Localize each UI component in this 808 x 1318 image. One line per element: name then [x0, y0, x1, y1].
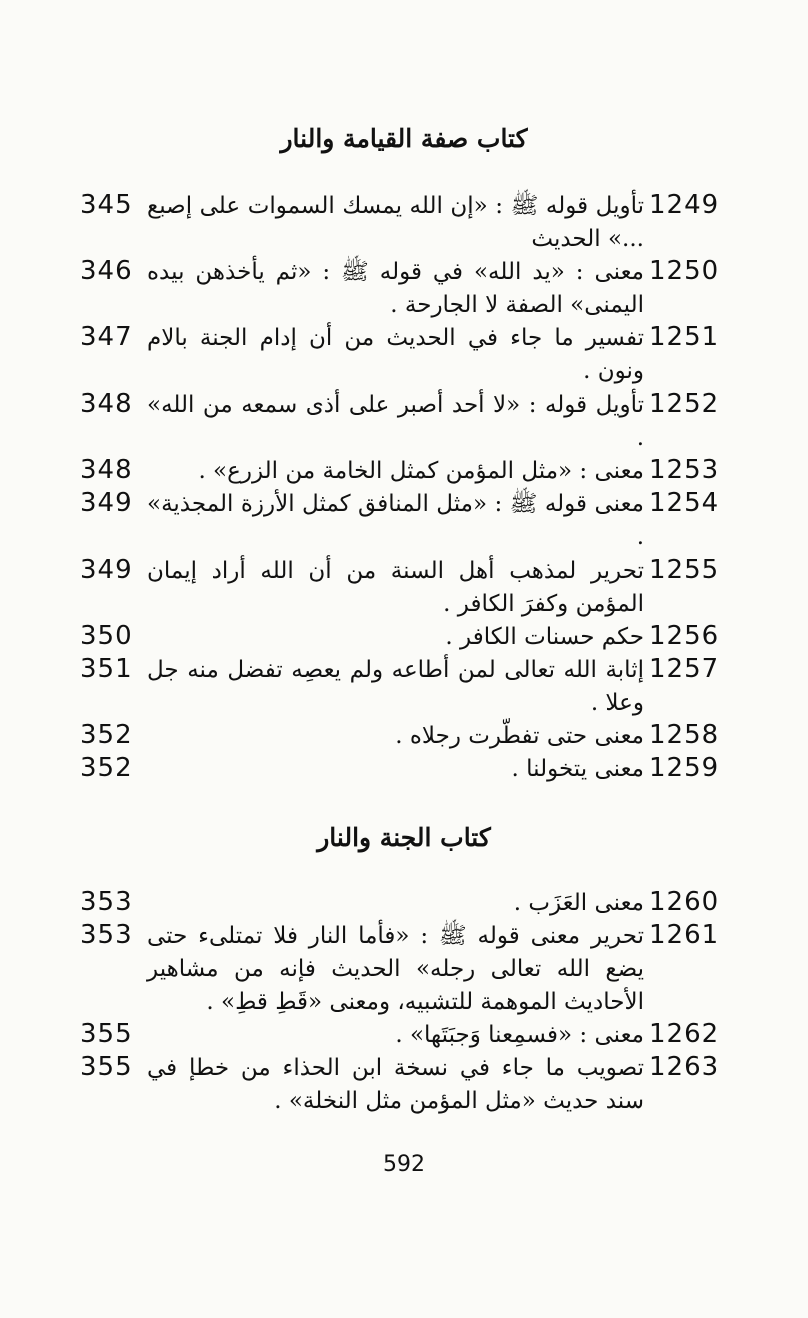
entry-page-number: 348	[80, 455, 133, 485]
entry-number: 1254	[649, 488, 720, 518]
entry-page-number: 355	[80, 1019, 133, 1049]
entry-text: إثابة الله تعالى لمن أطاعه ولم يعصِه تفضل منه جل وعلا .	[147, 657, 644, 716]
entry-text: معنى : «يد الله» في قوله ﷺ : «ثم يأخذهن بيده اليمنى» الصفة لا الجارحة .	[147, 259, 644, 318]
entry-page-number: 353	[80, 887, 133, 917]
entry-page-number: 351	[80, 654, 133, 684]
entry-number: 1259	[649, 753, 720, 783]
entry-text: معنى : «مثل المؤمن كمثل الخامة من الزرع» .	[198, 458, 644, 484]
entry-page-number: 346	[80, 256, 133, 286]
section-title-qiyama: كتاب صفة القيامة والنار	[280, 124, 528, 153]
entry-number: 1250	[649, 256, 720, 286]
entry-page-number: 352	[80, 720, 133, 750]
entry-number: 1252	[649, 389, 720, 419]
entry-page-number: 349	[80, 488, 133, 518]
entry-text: تحرير لمذهب أهل السنة من أن الله أراد إيمان المؤمن وكفرَ الكافر .	[147, 558, 644, 617]
entry-number: 1258	[649, 720, 720, 750]
entry-text: معنى يتخولنا .	[511, 756, 644, 782]
entry-text: تأويل قوله ﷺ : «إن الله يمسك السموات على إصبع ...» الحديث	[147, 193, 644, 252]
entry-text: معنى : «فسمِعنا وَجبَتَها» .	[395, 1022, 644, 1048]
entry-text: معنى العَزَب .	[513, 890, 644, 916]
entry-page-number: 348	[80, 389, 133, 419]
section-title-janna: كتاب الجنة والنار	[317, 823, 491, 852]
entry-page-number: 350	[80, 621, 133, 651]
entry-number: 1262	[649, 1019, 720, 1049]
page-number: 592	[383, 1152, 425, 1177]
entry-number: 1261	[649, 920, 720, 950]
entry-number: 1255	[649, 555, 720, 585]
entry-number: 1263	[649, 1052, 720, 1082]
entry-text: تصويب ما جاء في نسخة ابن الحذاء من خطإ في سند حديث «مثل المؤمن مثل النخلة» .	[147, 1055, 644, 1114]
entry-number: 1256	[649, 621, 720, 651]
entry-text: تفسير ما جاء في الحديث من أن إدام الجنة بالام ونون .	[147, 325, 644, 384]
entry-page-number: 353	[80, 920, 133, 950]
entry-number: 1249	[649, 190, 720, 220]
entry-number: 1253	[649, 455, 720, 485]
entry-number: 1257	[649, 654, 720, 684]
entry-text: تأويل قوله : «لا أحد أصبر على أذى سمعه من الله» .	[147, 392, 644, 451]
entry-number: 1251	[649, 322, 720, 352]
entry-page-number: 355	[80, 1052, 133, 1082]
entry-page-number: 347	[80, 322, 133, 352]
entry-text: معنى قوله ﷺ : «مثل المنافق كمثل الأرزة المجذية» .	[147, 491, 644, 550]
entry-text: معنى حتى تفطّرت رجلاه .	[395, 723, 644, 749]
entry-text: حكم حسنات الكافر .	[445, 624, 644, 650]
entry-page-number: 352	[80, 753, 133, 783]
entry-number: 1260	[649, 887, 720, 917]
entry-text: تحرير معنى قوله ﷺ : «فأما النار فلا تمتلىء حتى يضع الله تعالى رجله» الحديث فإنه من مشاهير الأحاديث الموهمة للتشبيه، ومعنى «قَطِ قطِ» .	[147, 923, 644, 1015]
entry-page-number: 349	[80, 555, 133, 585]
entry-page-number: 345	[80, 190, 133, 220]
